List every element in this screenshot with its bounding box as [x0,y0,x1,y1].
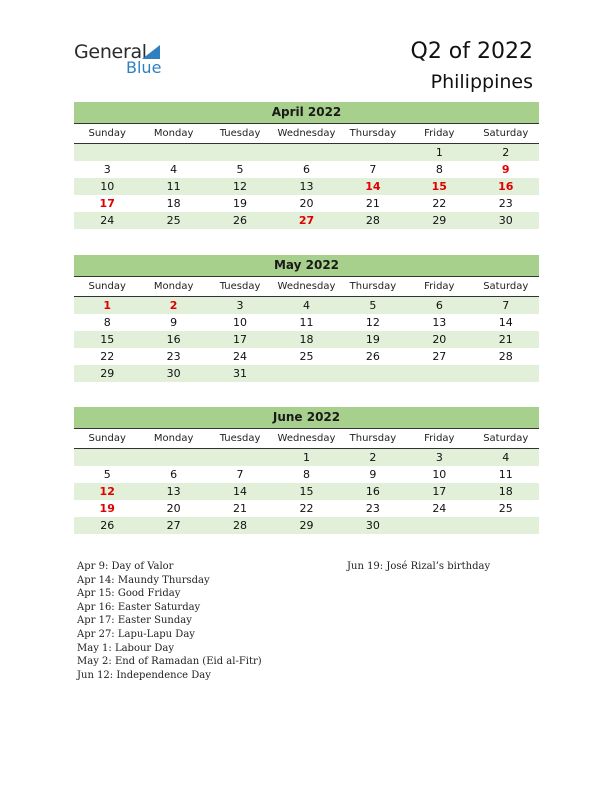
day-cell [140,449,206,466]
weekday-header-row [74,277,539,297]
weekday-label: Monday [153,128,194,139]
day-cell [74,449,140,466]
holiday-item: May 1: Labour Day [77,642,174,654]
day-cell: 25 [498,502,513,515]
weekday-label: Saturday [483,281,529,292]
day-cell: 20 [166,502,181,515]
day-cell [340,144,406,161]
day-cell: 23 [166,350,181,363]
day-cell: 15 [431,180,447,193]
month-calendar [74,102,539,229]
day-cell: 13 [166,485,181,498]
weekday-label: Sunday [88,281,126,292]
day-cell: 6 [302,163,310,176]
day-cell: 4 [302,299,310,312]
weekday-header-row [74,124,539,144]
day-cell: 5 [236,163,244,176]
day-cell: 28 [498,350,513,363]
day-cell: 7 [369,163,377,176]
day-cell: 20 [299,197,314,210]
day-cell: 29 [299,519,314,532]
day-cell: 13 [299,180,314,193]
day-cell: 15 [299,485,314,498]
holiday-item: Apr 27: Lapu-Lapu Day [77,628,195,640]
week-row [74,144,539,161]
day-cell: 17 [432,485,447,498]
day-cell: 30 [365,519,380,532]
day-cell: 10 [432,468,447,481]
week-row [74,517,539,534]
day-cell [406,365,472,382]
day-cell: 11 [498,468,513,481]
day-cell [207,449,273,466]
month-title: May 2022 [74,255,539,277]
day-cell: 19 [233,197,248,210]
month-calendar [74,407,539,534]
day-cell: 8 [302,468,310,481]
day-cell: 24 [100,214,115,227]
day-cell: 1 [302,451,310,464]
day-cell: 14 [233,485,248,498]
day-cell: 21 [233,502,248,515]
weekday-label: Wednesday [277,128,336,139]
day-cell: 4 [170,163,178,176]
logo [74,41,184,81]
day-cell: 19 [365,333,380,346]
day-cell: 16 [166,333,181,346]
day-cell: 3 [236,299,244,312]
day-cell: 21 [498,333,513,346]
day-cell: 2 [502,146,510,159]
day-cell: 24 [233,350,248,363]
holiday-item: Apr 14: Maundy Thursday [77,574,210,586]
weekday-label: Thursday [349,433,397,444]
week-row [74,195,539,212]
weekday-label: Friday [424,281,455,292]
week-row [74,348,539,365]
day-cell: 2 [169,299,178,312]
month-title: June 2022 [74,407,539,429]
country-name: Philippines [430,71,533,93]
week-row [74,331,539,348]
day-cell: 16 [498,180,514,193]
day-cell: 26 [233,214,248,227]
day-cell [273,365,339,382]
week-row [74,500,539,517]
weekday-label: Saturday [483,128,529,139]
day-cell: 12 [99,485,115,498]
day-cell: 22 [299,502,314,515]
week-row [74,466,539,483]
day-cell: 18 [299,333,314,346]
day-cell: 5 [369,299,377,312]
day-cell: 29 [432,214,447,227]
weekday-label: Monday [153,433,194,444]
day-cell [406,517,472,534]
day-cell: 28 [233,519,248,532]
day-cell: 1 [435,146,443,159]
day-cell: 12 [233,180,248,193]
day-cell: 6 [170,468,178,481]
week-row [74,161,539,178]
day-cell: 9 [369,468,377,481]
day-cell: 6 [435,299,443,312]
weekday-label: Thursday [349,128,397,139]
day-cell: 3 [103,163,111,176]
day-cell: 13 [432,316,447,329]
day-cell: 27 [166,519,181,532]
day-cell [74,144,140,161]
day-cell: 30 [166,367,181,380]
day-cell: 27 [432,350,447,363]
week-row [74,483,539,500]
day-cell: 16 [365,485,380,498]
day-cell: 3 [435,451,443,464]
week-row [74,449,539,466]
day-cell [340,365,406,382]
logo-blue-text: Blue [126,58,162,77]
logo-triangle-icon [142,45,160,59]
holiday-item: Apr 17: Easter Sunday [77,615,192,627]
day-cell: 18 [166,197,181,210]
week-row [74,178,539,195]
day-cell: 2 [369,451,377,464]
day-cell: 11 [166,180,181,193]
weekday-label: Tuesday [219,281,261,292]
page-title: Q2 of 2022 [410,39,533,64]
holiday-item: May 2: End of Ramadan (Eid al-Fitr) [77,656,262,668]
weekday-label: Tuesday [219,433,261,444]
day-cell: 12 [365,316,380,329]
holiday-item: Apr 15: Good Friday [77,588,181,600]
month-calendar [74,255,539,382]
week-row [74,297,539,314]
day-cell: 14 [498,316,513,329]
day-cell: 23 [365,502,380,515]
day-cell: 9 [501,163,510,176]
weekday-label: Sunday [88,128,126,139]
day-cell: 22 [100,350,115,363]
weekday-label: Wednesday [277,281,336,292]
day-cell: 19 [99,502,115,515]
day-cell [473,365,539,382]
day-cell: 28 [365,214,380,227]
holiday-item: Jun 12: Independence Day [77,669,211,681]
day-cell: 8 [103,316,111,329]
day-cell: 7 [236,468,244,481]
day-cell [140,144,206,161]
day-cell: 22 [432,197,447,210]
day-cell: 15 [100,333,115,346]
week-row [74,314,539,331]
day-cell: 27 [298,214,315,227]
weekday-label: Saturday [483,433,529,444]
weekday-label: Friday [424,128,455,139]
day-cell: 1 [103,299,112,312]
holiday-item: Apr 9: Day of Valor [77,561,174,572]
day-cell: 7 [502,299,510,312]
month-title: April 2022 [74,102,539,124]
day-cell: 10 [100,180,115,193]
day-cell: 18 [498,485,513,498]
holiday-item: Apr 16: Easter Saturday [77,601,201,613]
day-cell: 8 [435,163,443,176]
day-cell: 26 [365,350,380,363]
weekday-label: Friday [424,433,455,444]
day-cell: 23 [498,197,513,210]
day-cell: 11 [299,316,314,329]
holiday-item: Jun 19: José Rizal’s birthday [347,561,491,572]
day-cell: 24 [432,502,447,515]
day-cell: 10 [233,316,248,329]
day-cell: 20 [432,333,447,346]
day-cell: 29 [100,367,115,380]
logo-general-text: General [74,41,147,63]
weekday-label: Sunday [88,433,126,444]
day-cell: 31 [233,367,248,380]
day-cell: 14 [365,180,381,193]
day-cell: 9 [170,316,178,329]
day-cell [273,144,339,161]
day-cell: 25 [299,350,314,363]
day-cell [473,517,539,534]
weekday-label: Wednesday [277,433,336,444]
day-cell: 17 [99,197,115,210]
holiday-list-left [77,560,262,682]
day-cell: 26 [100,519,115,532]
week-row [74,365,539,382]
day-cell: 30 [498,214,513,227]
weekday-label: Tuesday [219,128,261,139]
holiday-list-right [347,560,490,574]
day-cell: 5 [103,468,111,481]
weekday-header-row [74,429,539,449]
weekday-label: Monday [153,281,194,292]
day-cell: 17 [233,333,248,346]
day-cell: 21 [365,197,380,210]
weekday-label: Thursday [349,281,397,292]
day-cell [207,144,273,161]
day-cell: 25 [166,214,181,227]
day-cell: 4 [502,451,510,464]
week-row [74,212,539,229]
